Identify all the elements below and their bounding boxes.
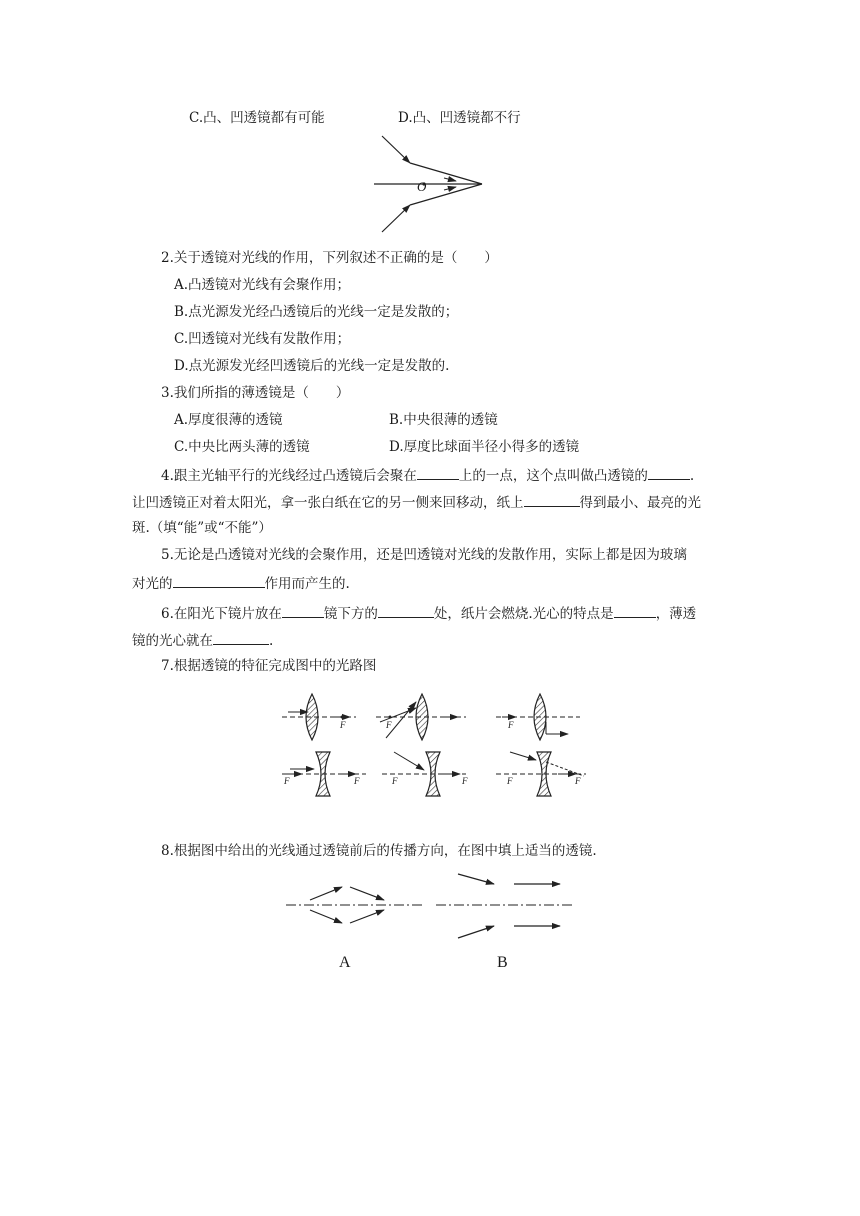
q7-c1-lens: [306, 694, 318, 740]
q5-line-1: 5.无论是凸透镜对光线的会聚作用，还是凹透镜对光线的发散作用，实际上都是因为玻璃: [161, 547, 687, 563]
q1-figure: [370, 132, 490, 238]
q2-option-b: B.点光源发光经凸透镜后的光线一定是发散的；: [174, 304, 459, 320]
q4-blank-1[interactable]: [417, 465, 459, 480]
q7-stem: 7.根据透镜的特征完成图中的光路图: [161, 658, 377, 674]
q7-f-label-9: F: [575, 776, 581, 786]
q6-line-1: [161, 603, 696, 623]
q5-text-2b: 作用而产生的.: [264, 576, 350, 592]
q1-option-c: C.凸、凹透镜都有可能: [189, 110, 325, 126]
q6-line-2: [132, 630, 273, 650]
q7-c3-focus: [509, 716, 512, 719]
q4-blank-2[interactable]: [648, 465, 690, 480]
q6-blank-3[interactable]: [614, 603, 656, 618]
q4-text-1b: 上的一点，这个点叫做凸透镜的: [458, 468, 648, 484]
q7-c2-lens: [416, 694, 428, 740]
q4-text-2a: 让凹透镜正对着太阳光，拿一张白纸在它的另一侧来回移动，纸上: [132, 495, 524, 511]
q1-ray-lower-in: [382, 205, 410, 232]
q4-line-3: 斑.（填“能”或“不能”）: [132, 520, 272, 536]
q7-f-label-7: F: [462, 776, 468, 786]
q7-f-label-5: F: [354, 776, 360, 786]
q8-label-a: A: [339, 954, 351, 971]
q7-f-label-3: F: [508, 720, 514, 730]
q7-d2-lens: [426, 752, 440, 796]
q8-a-ray-lower-out: [350, 910, 384, 923]
q7-c1-focus: [341, 716, 344, 719]
q7-f-label-2: F: [386, 720, 392, 730]
q4-line-2: [132, 492, 701, 512]
q7-f-label-6: F: [392, 776, 398, 786]
q3-stem: 3.我们所指的薄透镜是（ ）: [161, 385, 350, 401]
q8-stem: 8.根据图中给出的光线通过透镜前后的传播方向，在图中填上适当的透镜.: [161, 843, 597, 859]
q4-line-1: [161, 465, 694, 485]
q2-stem: 2.关于透镜对光线的作用，下列叙述不正确的是（ ）: [161, 250, 498, 266]
q7-d2-ray: [394, 752, 424, 770]
q6-blank-1[interactable]: [282, 603, 324, 618]
q3-option-b: B.中央很薄的透镜: [389, 412, 498, 428]
q8-a-ray-upper-in: [310, 887, 342, 900]
q4-text-1c: .: [689, 468, 695, 484]
q7-f-label-4: F: [284, 776, 290, 786]
q4-text-1a: 4.跟主光轴平行的光线经过凸透镜后会聚在: [161, 468, 417, 484]
q3-option-d: D.厚度比球面半径小得多的透镜: [389, 439, 580, 455]
q8-a-ray-upper-out: [350, 887, 384, 900]
q7-f-label-8: F: [507, 776, 513, 786]
q5-line-2: [132, 573, 350, 593]
q6-blank-4[interactable]: [213, 630, 269, 645]
q1-option-d: D.凸、凹透镜都不行: [398, 110, 521, 126]
q3-option-a: A.厚度很薄的透镜: [174, 412, 283, 428]
q8-b-ray-lower-in: [458, 926, 494, 938]
q1-arrow-lower: [444, 187, 456, 190]
q6-text-1b: 镜下方的: [323, 606, 378, 622]
q1-label-o: O: [417, 179, 427, 194]
q7-c2-focus: [389, 716, 392, 719]
q2-option-c: C.凹透镜对光线有发散作用；: [174, 331, 351, 347]
q4-blank-3[interactable]: [524, 492, 580, 507]
q2-option-a: A.凸透镜对光线有会聚作用；: [174, 277, 351, 293]
q6-text-2b: .: [269, 633, 274, 649]
q6-text-2a: 镜的光心就在: [132, 633, 213, 649]
q7-d3-ray: [510, 752, 536, 760]
q5-text-2a: 对光的: [132, 576, 173, 592]
q8-label-b: B: [497, 954, 508, 971]
q7-figure: [282, 690, 586, 800]
q6-text-1a: 6.在阳光下镜片放在: [161, 606, 282, 622]
q8-figure: [286, 868, 576, 942]
q1-ray-upper-in: [382, 136, 410, 163]
q6-text-1d: ，薄透: [655, 606, 697, 622]
q2-option-d: D.点光源发光经凹透镜后的光线一定是发散的.: [174, 358, 450, 374]
q1-arrow-upper: [444, 178, 456, 181]
q8-a-ray-lower-in: [310, 910, 342, 923]
q8-b-ray-upper-in: [458, 874, 494, 884]
q7-c3-lens: [534, 694, 546, 740]
q6-text-1c: 处，纸片会燃烧.光心的特点是: [433, 606, 614, 622]
q3-option-c: C.中央比两头薄的透镜: [174, 439, 310, 455]
q7-f-label-1: F: [340, 720, 346, 730]
q4-text-2b: 得到最小、最亮的光: [579, 495, 701, 511]
q6-blank-2[interactable]: [378, 603, 434, 618]
q5-blank-1[interactable]: [173, 573, 265, 588]
